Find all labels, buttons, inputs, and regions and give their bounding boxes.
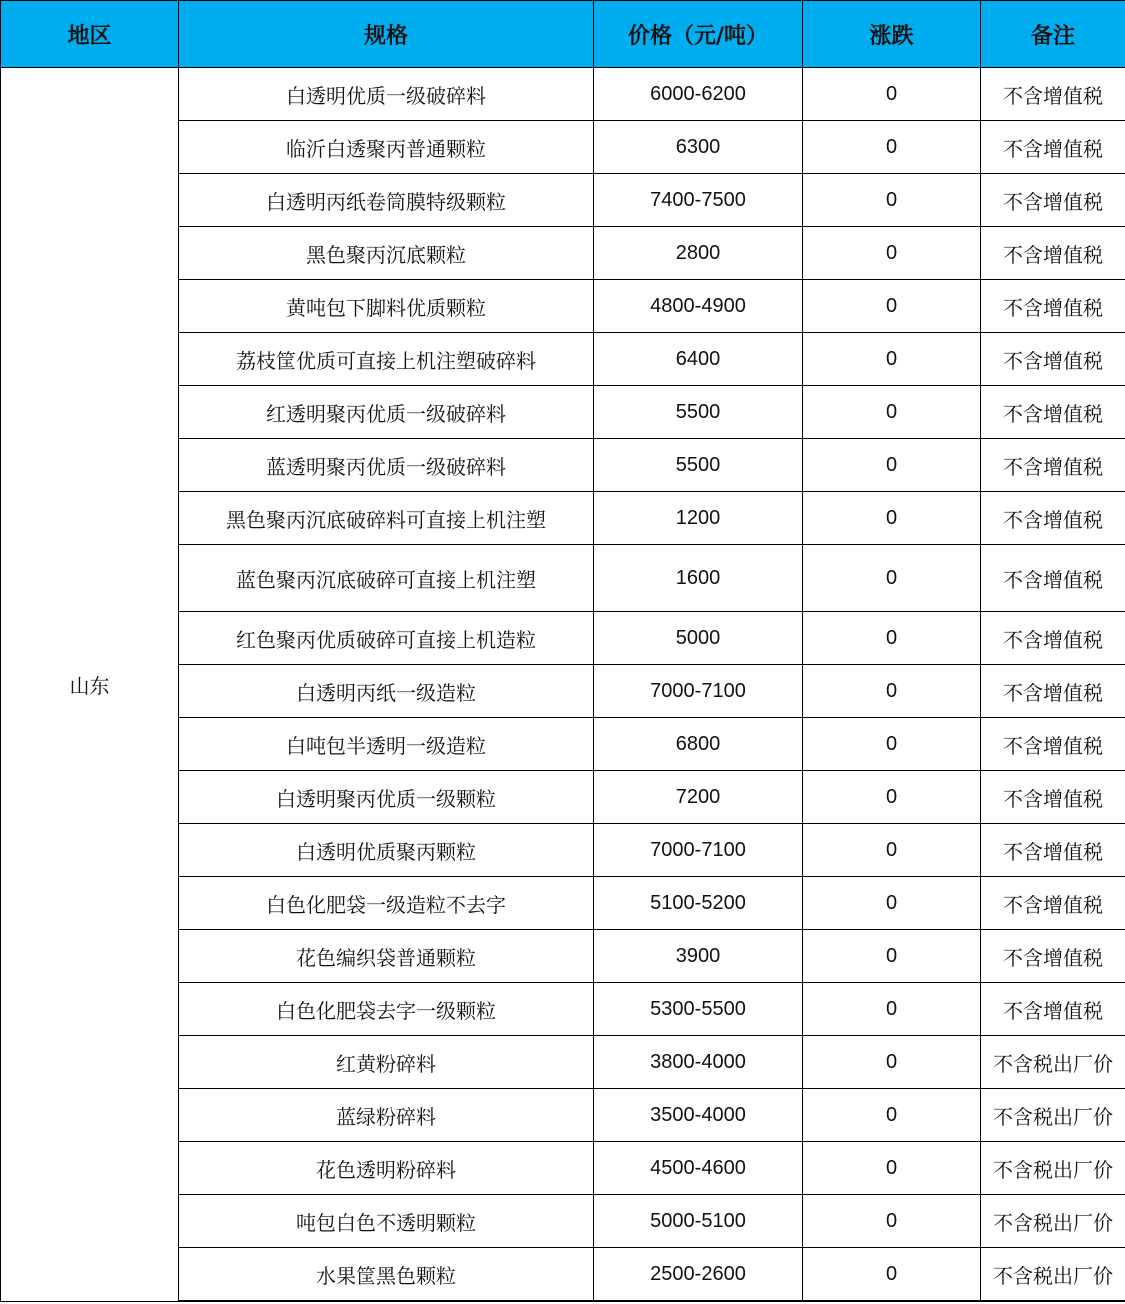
change-cell: 0 bbox=[803, 612, 981, 665]
note-cell: 不含税出厂价 bbox=[981, 1036, 1125, 1089]
price-cell: 3900 bbox=[594, 930, 803, 983]
spec-cell: 吨包白色不透明颗粒 bbox=[179, 1195, 594, 1248]
spec-cell: 荔枝筐优质可直接上机注塑破碎料 bbox=[179, 333, 594, 386]
note-cell: 不含增值税 bbox=[981, 545, 1125, 612]
change-cell: 0 bbox=[803, 930, 981, 983]
spec-cell: 红黄粉碎料 bbox=[179, 1036, 594, 1089]
price-cell: 5500 bbox=[594, 386, 803, 439]
price-cell: 3500-4000 bbox=[594, 1089, 803, 1142]
change-cell: 0 bbox=[803, 771, 981, 824]
spec-cell: 蓝色聚丙沉底破碎可直接上机注塑 bbox=[179, 545, 594, 612]
spec-cell: 白透明丙纸卷筒膜特级颗粒 bbox=[179, 174, 594, 227]
price-cell: 1200 bbox=[594, 492, 803, 545]
spec-cell: 红色聚丙优质破碎可直接上机造粒 bbox=[179, 612, 594, 665]
note-cell: 不含增值税 bbox=[981, 718, 1125, 771]
spec-cell: 水果筐黑色颗粒 bbox=[179, 1248, 594, 1302]
change-cell: 0 bbox=[803, 227, 981, 280]
change-cell: 0 bbox=[803, 665, 981, 718]
price-cell: 2800 bbox=[594, 227, 803, 280]
note-cell: 不含税出厂价 bbox=[981, 1248, 1125, 1302]
spec-cell: 白透明优质一级破碎料 bbox=[179, 68, 594, 121]
note-cell: 不含增值税 bbox=[981, 227, 1125, 280]
note-cell: 不含税出厂价 bbox=[981, 1142, 1125, 1195]
change-cell: 0 bbox=[803, 877, 981, 930]
change-cell: 0 bbox=[803, 333, 981, 386]
spec-cell: 黑色聚丙沉底颗粒 bbox=[179, 227, 594, 280]
spec-cell: 蓝绿粉碎料 bbox=[179, 1089, 594, 1142]
price-cell: 7400-7500 bbox=[594, 174, 803, 227]
column-header-price: 价格（元/吨） bbox=[594, 1, 803, 68]
change-cell: 0 bbox=[803, 718, 981, 771]
note-cell: 不含增值税 bbox=[981, 439, 1125, 492]
price-cell: 7000-7100 bbox=[594, 824, 803, 877]
price-cell: 6000-6200 bbox=[594, 68, 803, 121]
table-header-row bbox=[1, 1, 1125, 68]
price-cell: 6800 bbox=[594, 718, 803, 771]
change-cell: 0 bbox=[803, 174, 981, 227]
price-cell: 5000-5100 bbox=[594, 1195, 803, 1248]
price-cell: 3800-4000 bbox=[594, 1036, 803, 1089]
price-cell: 5300-5500 bbox=[594, 983, 803, 1036]
price-cell: 4500-4600 bbox=[594, 1142, 803, 1195]
spec-cell: 黑色聚丙沉底破碎料可直接上机注塑 bbox=[179, 492, 594, 545]
price-cell: 7200 bbox=[594, 771, 803, 824]
column-header-note: 备注 bbox=[981, 1, 1125, 68]
price-cell: 6400 bbox=[594, 333, 803, 386]
note-cell: 不含增值税 bbox=[981, 877, 1125, 930]
column-header-region: 地区 bbox=[1, 1, 179, 68]
price-cell: 4800-4900 bbox=[594, 280, 803, 333]
spec-cell: 白色化肥袋一级造粒不去字 bbox=[179, 877, 594, 930]
spec-cell: 临沂白透聚丙普通颗粒 bbox=[179, 121, 594, 174]
spec-cell: 白透明优质聚丙颗粒 bbox=[179, 824, 594, 877]
price-cell: 1600 bbox=[594, 545, 803, 612]
note-cell: 不含增值税 bbox=[981, 983, 1125, 1036]
note-cell: 不含增值税 bbox=[981, 492, 1125, 545]
change-cell: 0 bbox=[803, 824, 981, 877]
change-cell: 0 bbox=[803, 121, 981, 174]
change-cell: 0 bbox=[803, 1036, 981, 1089]
region-cell: 山东 bbox=[1, 68, 179, 1302]
spec-cell: 白透明聚丙优质一级颗粒 bbox=[179, 771, 594, 824]
column-header-spec: 规格 bbox=[179, 1, 594, 68]
change-cell: 0 bbox=[803, 439, 981, 492]
note-cell: 不含增值税 bbox=[981, 333, 1125, 386]
price-cell: 6300 bbox=[594, 121, 803, 174]
spec-cell: 白色化肥袋去字一级颗粒 bbox=[179, 983, 594, 1036]
note-cell: 不含增值税 bbox=[981, 174, 1125, 227]
note-cell: 不含增值税 bbox=[981, 121, 1125, 174]
spec-cell: 蓝透明聚丙优质一级破碎料 bbox=[179, 439, 594, 492]
change-cell: 0 bbox=[803, 68, 981, 121]
spec-cell: 白透明丙纸一级造粒 bbox=[179, 665, 594, 718]
change-cell: 0 bbox=[803, 983, 981, 1036]
note-cell: 不含增值税 bbox=[981, 386, 1125, 439]
note-cell: 不含税出厂价 bbox=[981, 1089, 1125, 1142]
price-cell: 5100-5200 bbox=[594, 877, 803, 930]
spec-cell: 红透明聚丙优质一级破碎料 bbox=[179, 386, 594, 439]
spec-cell: 白吨包半透明一级造粒 bbox=[179, 718, 594, 771]
note-cell: 不含增值税 bbox=[981, 280, 1125, 333]
note-cell: 不含税出厂价 bbox=[981, 1195, 1125, 1248]
change-cell: 0 bbox=[803, 1142, 981, 1195]
spec-cell: 花色编织袋普通颗粒 bbox=[179, 930, 594, 983]
price-cell: 5000 bbox=[594, 612, 803, 665]
price-cell: 2500-2600 bbox=[594, 1248, 803, 1302]
note-cell: 不含增值税 bbox=[981, 824, 1125, 877]
change-cell: 0 bbox=[803, 1089, 981, 1142]
price-cell: 7000-7100 bbox=[594, 665, 803, 718]
spec-cell: 花色透明粉碎料 bbox=[179, 1142, 594, 1195]
note-cell: 不含增值税 bbox=[981, 68, 1125, 121]
column-header-change: 涨跌 bbox=[803, 1, 981, 68]
note-cell: 不含增值税 bbox=[981, 771, 1125, 824]
change-cell: 0 bbox=[803, 1248, 981, 1302]
change-cell: 0 bbox=[803, 386, 981, 439]
spec-cell: 黄吨包下脚料优质颗粒 bbox=[179, 280, 594, 333]
change-cell: 0 bbox=[803, 280, 981, 333]
change-cell: 0 bbox=[803, 1195, 981, 1248]
note-cell: 不含增值税 bbox=[981, 930, 1125, 983]
change-cell: 0 bbox=[803, 545, 981, 612]
change-cell: 0 bbox=[803, 492, 981, 545]
table-row bbox=[1, 68, 1125, 121]
price-cell: 5500 bbox=[594, 439, 803, 492]
note-cell: 不含增值税 bbox=[981, 612, 1125, 665]
note-cell: 不含增值税 bbox=[981, 665, 1125, 718]
